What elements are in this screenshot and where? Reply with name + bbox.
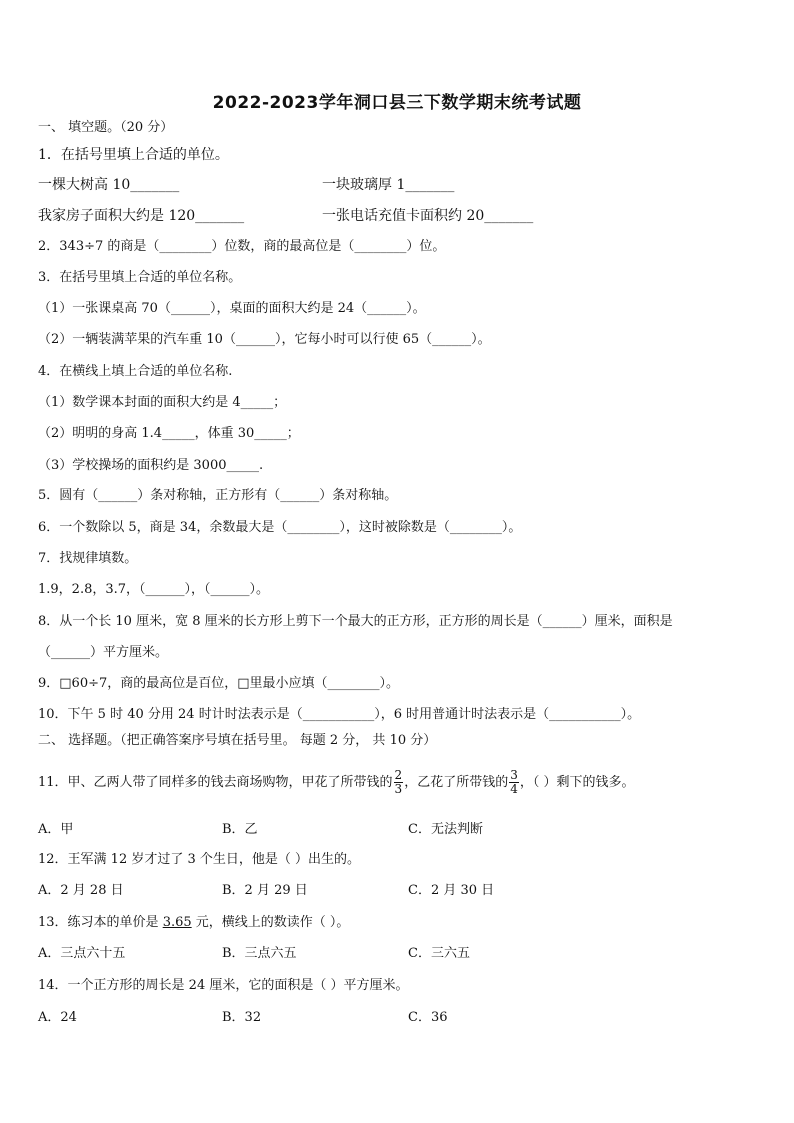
question-12-stem: 12．王军满 12 岁才过了 3 个生日，他是（ ）出生的。 xyxy=(38,852,361,867)
question-13-text-post: 元，横线上的数读作（ ）。 xyxy=(191,915,350,930)
question-3-line-1: （1）一张课桌高 70（______），桌面的面积大约是 24（______）。 xyxy=(38,301,426,316)
question-8-line-2: （______）平方厘米。 xyxy=(38,645,169,660)
question-10: 10．下午 5 时 40 分用 24 时计时法表示是（___________），6 时用普通计时法表示是（___________）。 xyxy=(38,707,641,722)
question-4-line-1: （1）数学课本封面的面积大约是 4_____； xyxy=(38,395,287,410)
question-12-option-a: A．2 月 28 日 xyxy=(38,883,124,898)
question-13-option-c: C．三六五 xyxy=(408,946,470,961)
question-3-line-2: （2）一辆装满苹果的汽车重 10（______），它每小时可以行使 65（______）。 xyxy=(38,332,491,347)
question-7-stem: 7．找规律填数。 xyxy=(38,551,138,566)
question-2: 2．343÷7 的商是（________）位数，商的最高位是（________）位。 xyxy=(38,239,446,254)
question-11-option-b: B．乙 xyxy=(222,822,258,837)
fraction-three-quarters: $\frac{3}{4}$ xyxy=(510,768,518,796)
question-8-line-1: 8．从一个长 10 厘米，宽 8 厘米的长方形上剪下一个最大的正方形，正方形的周长是（______）厘米，面积是 xyxy=(38,614,673,629)
question-14-stem: 14．一个正方形的周长是 24 厘米，它的面积是（ ）平方厘米。 xyxy=(38,978,409,993)
question-12-option-b: B．2 月 29 日 xyxy=(222,883,308,898)
question-5: 5．圆有（______）条对称轴，正方形有（______）条对称轴。 xyxy=(38,488,398,503)
question-1-item-d: 一张电话充值卡面积约 20_______ xyxy=(322,208,534,224)
question-13-text-pre: 13．练习本的单价是 xyxy=(38,915,163,930)
question-3-stem: 3．在括号里填上合适的单位名称。 xyxy=(38,270,242,285)
question-11-option-c: C．无法判断 xyxy=(408,822,483,837)
question-13-option-b: B．三点六五 xyxy=(222,946,297,961)
question-1-item-c: 我家房子面积大约是 120_______ xyxy=(38,208,245,224)
question-1-stem: 1．在括号里填上合适的单位。 xyxy=(38,147,229,163)
question-9: 9．□60÷7，商的最高位是百位，□里最小应填（________）。 xyxy=(38,676,400,691)
question-7-line-1: 1.9，2.8，3.7，（______），（______）。 xyxy=(38,582,270,597)
underlined-price: 3.65 xyxy=(162,915,192,930)
question-14-option-c: C．36 xyxy=(408,1010,448,1025)
section-1-heading: 一、 填空题。（20 分） xyxy=(38,120,174,135)
question-4-line-3: （3）学校操场的面积约是 3000_____. xyxy=(38,458,264,473)
question-4-stem: 4．在横线上填上合适的单位名称. xyxy=(38,364,233,379)
question-4-line-2: （2）明明的身高 1.4_____，体重 30_____； xyxy=(38,426,300,441)
question-1-item-b: 一块玻璃厚 1_______ xyxy=(322,177,455,193)
page-title: 2022-2023学年洞口县三下数学期末统考试题 xyxy=(212,93,582,113)
question-13-option-a: A．三点六十五 xyxy=(38,946,126,961)
question-14-option-a: A．24 xyxy=(38,1010,77,1025)
question-6: 6．一个数除以 5，商是 34，余数最大是（________），这时被除数是（________）。 xyxy=(38,520,522,535)
question-11-option-a: A．甲 xyxy=(38,822,74,837)
question-13-stem xyxy=(38,914,349,932)
question-11-text-mid: ，乙花了所带钱的 xyxy=(404,775,509,790)
section-2-heading: 二、 选择题。（把正确答案序号填在括号里。 每题 2 分， 共 10 分） xyxy=(38,733,437,748)
question-14-option-b: B．32 xyxy=(222,1010,262,1025)
question-12-option-c: C．2 月 30 日 xyxy=(408,883,495,898)
question-11-stem xyxy=(38,766,634,800)
question-1-item-a: 一棵大树高 10_______ xyxy=(38,177,180,193)
fraction-two-thirds: $\frac{2}{3}$ xyxy=(394,768,403,796)
question-11-text-post: ，（ ）剩下的钱多。 xyxy=(519,775,635,790)
question-11-text-pre: 11．甲、乙两人带了同样多的钱去商场购物，甲花了所带钱的 xyxy=(38,775,393,790)
